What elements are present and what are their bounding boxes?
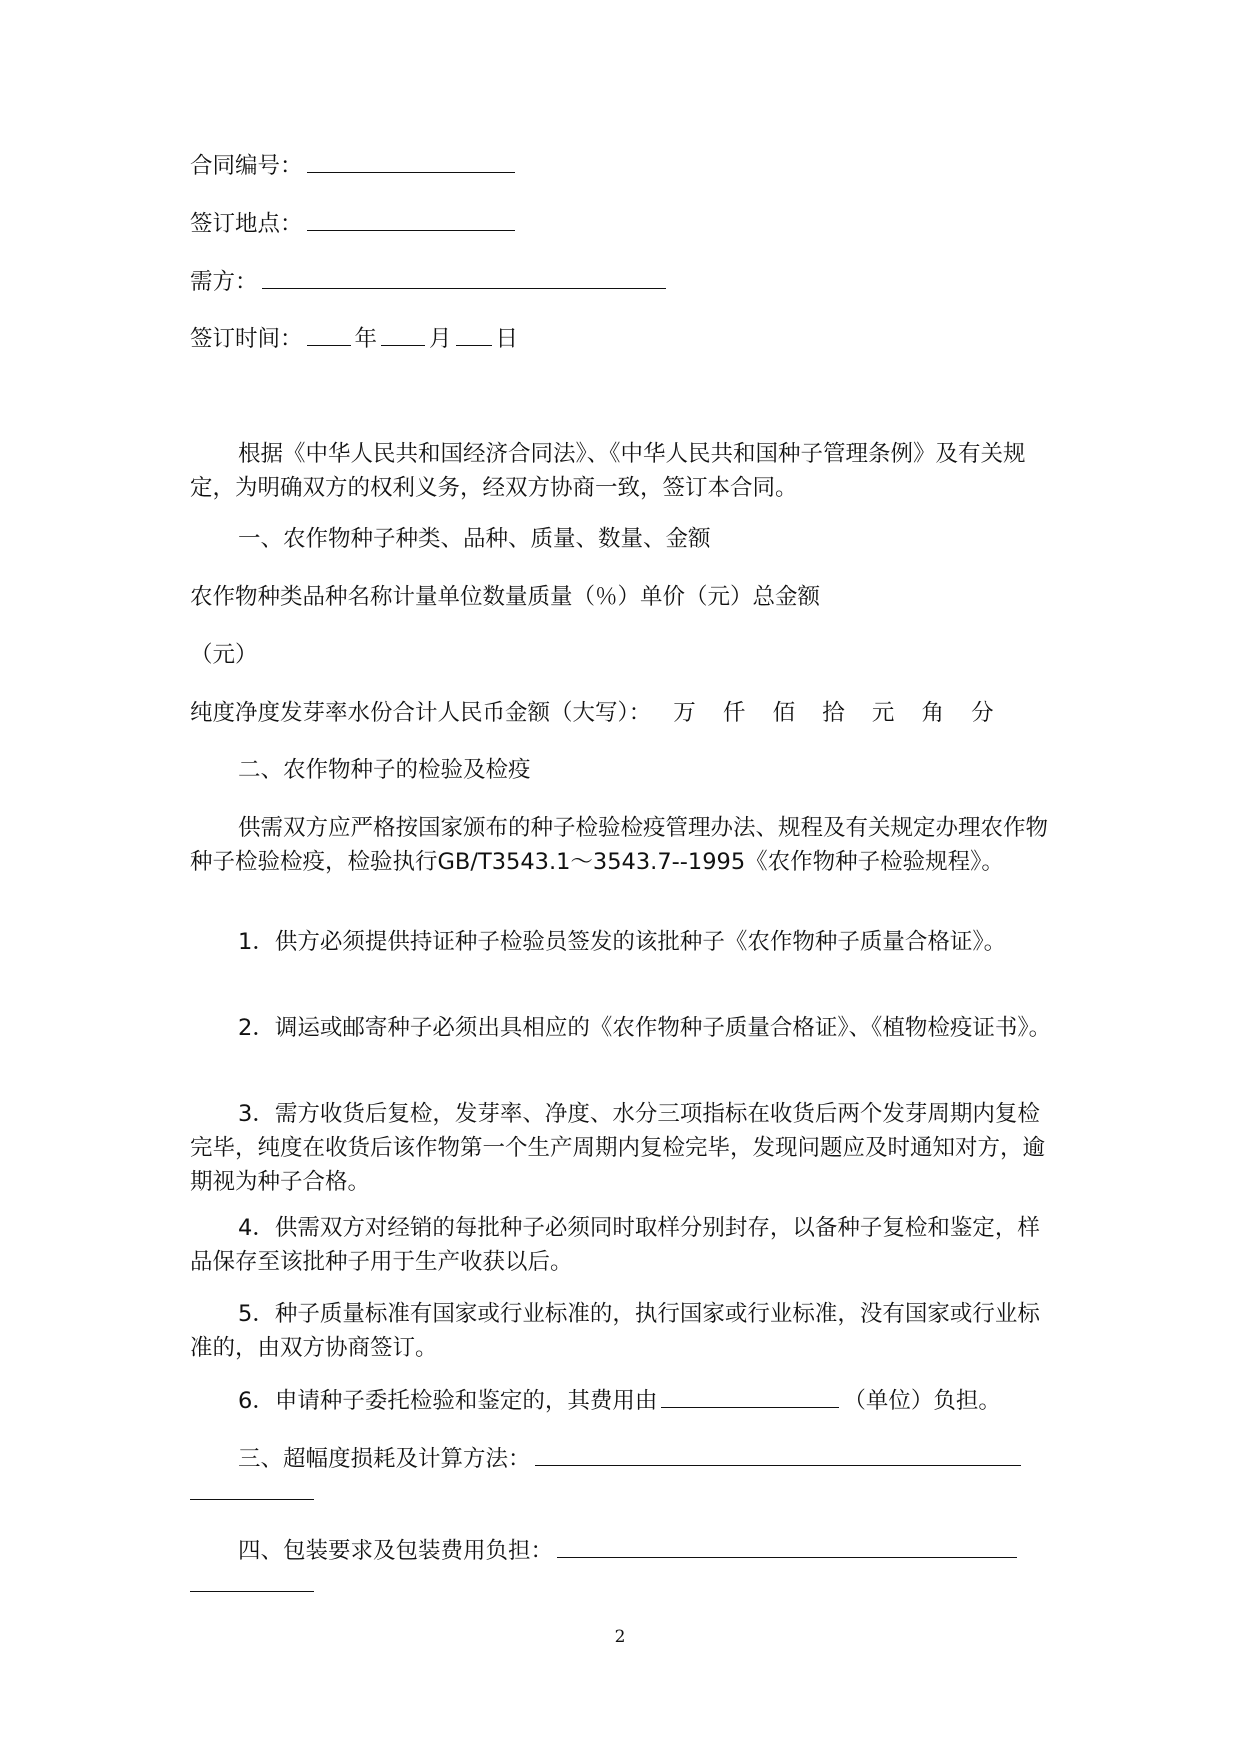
sign-place-line (190, 206, 1050, 241)
day-label: 日 (495, 326, 519, 352)
table-header: 农作物种类品种名称计量单位数量质量（％）单价（元）总金额 (190, 584, 821, 610)
sign-place-label: 签订地点： (190, 211, 303, 237)
section4-title: 四、包装要求及包装费用负担： (238, 1538, 554, 1564)
section4-blank (557, 1533, 1017, 1558)
section4-line (238, 1533, 1050, 1568)
section4-blank-cont (190, 1567, 314, 1592)
sign-time-line (190, 321, 1050, 356)
item-4: 4．供需双方对经销的每批种子必须同时取样分别封存，以备种子复检和鉴定，样品保存至该批种子用于生产收获以后。 (190, 1215, 1040, 1275)
contract-number-blank (307, 148, 515, 173)
section3-line (238, 1441, 1050, 1476)
item-6-blank (661, 1383, 839, 1408)
item-6-suffix: （单位）负担。 (843, 1388, 1001, 1414)
contract-number-line (190, 148, 1050, 183)
item-5: 5．种子质量标准有国家或行业标准的，执行国家或行业标准，没有国家或行业标准的，由双方协商签订。 (190, 1301, 1040, 1361)
section3-blank-cont-line (190, 1475, 1050, 1510)
table-header-continued: （元） (190, 642, 258, 668)
sign-time-label: 签订时间： (190, 326, 303, 352)
section2-intro: 供需双方应严格按国家颁布的种子检验检疫管理办法、规程及有关规定办理农作物种子检验检疫，检验执行GB/T3543.1～3543.7--1995《农作物种子检验规程》。 (190, 815, 1049, 875)
table-row-2 (190, 696, 1050, 730)
intro-paragraph: 根据《中华人民共和国经济合同法》、《中华人民共和国种子管理条例》及有关规定，为明确双方的权利义务，经双方协商一致，签订本合同。 (190, 441, 1026, 501)
page-number: 2 (614, 1627, 626, 1647)
month-blank (381, 321, 425, 346)
section3-title: 三、超幅度损耗及计算方法： (238, 1446, 531, 1472)
item-6 (238, 1383, 1050, 1418)
year-label: 年 (354, 326, 378, 352)
table-row-2-text: 纯度净度发芽率水份合计人民币金额（大写）： (190, 700, 652, 726)
day-blank (456, 321, 492, 346)
buyer-line (190, 264, 1050, 299)
buyer-blank (262, 264, 666, 289)
year-blank (307, 321, 351, 346)
item-2: 2．调运或邮寄种子必须出具相应的《农作物种子质量合格证》、《植物检疫证书》。 (238, 1015, 1052, 1041)
item-3: 3．需方收货后复检，发芽率、净度、水分三项指标在收货后两个发芽周期内复检完毕，纯度在收货后该作物第一个生产周期内复检完毕，发现问题应及时通知对方，逾期视为种子合格。 (190, 1101, 1046, 1195)
sign-place-blank (307, 206, 515, 231)
amount-units: 万 仟 佰 拾 元 角 分 (673, 700, 1004, 726)
section1-title: 一、农作物种子种类、品种、质量、数量、金额 (238, 526, 711, 552)
month-label: 月 (429, 326, 452, 352)
section2-title: 二、农作物种子的检验及检疫 (238, 757, 531, 783)
item-1: 1．供方必须提供持证种子检验员签发的该批种子《农作物种子质量合格证》。 (238, 929, 1007, 955)
contract-number-label: 合同编号： (190, 153, 303, 179)
item-6-prefix: 6．申请种子委托检验和鉴定的，其费用由 (238, 1388, 658, 1414)
buyer-label: 需方： (190, 269, 258, 295)
section3-blank-cont (190, 1475, 314, 1500)
section3-blank (535, 1441, 1021, 1466)
section4-blank-cont-line (190, 1567, 1050, 1602)
